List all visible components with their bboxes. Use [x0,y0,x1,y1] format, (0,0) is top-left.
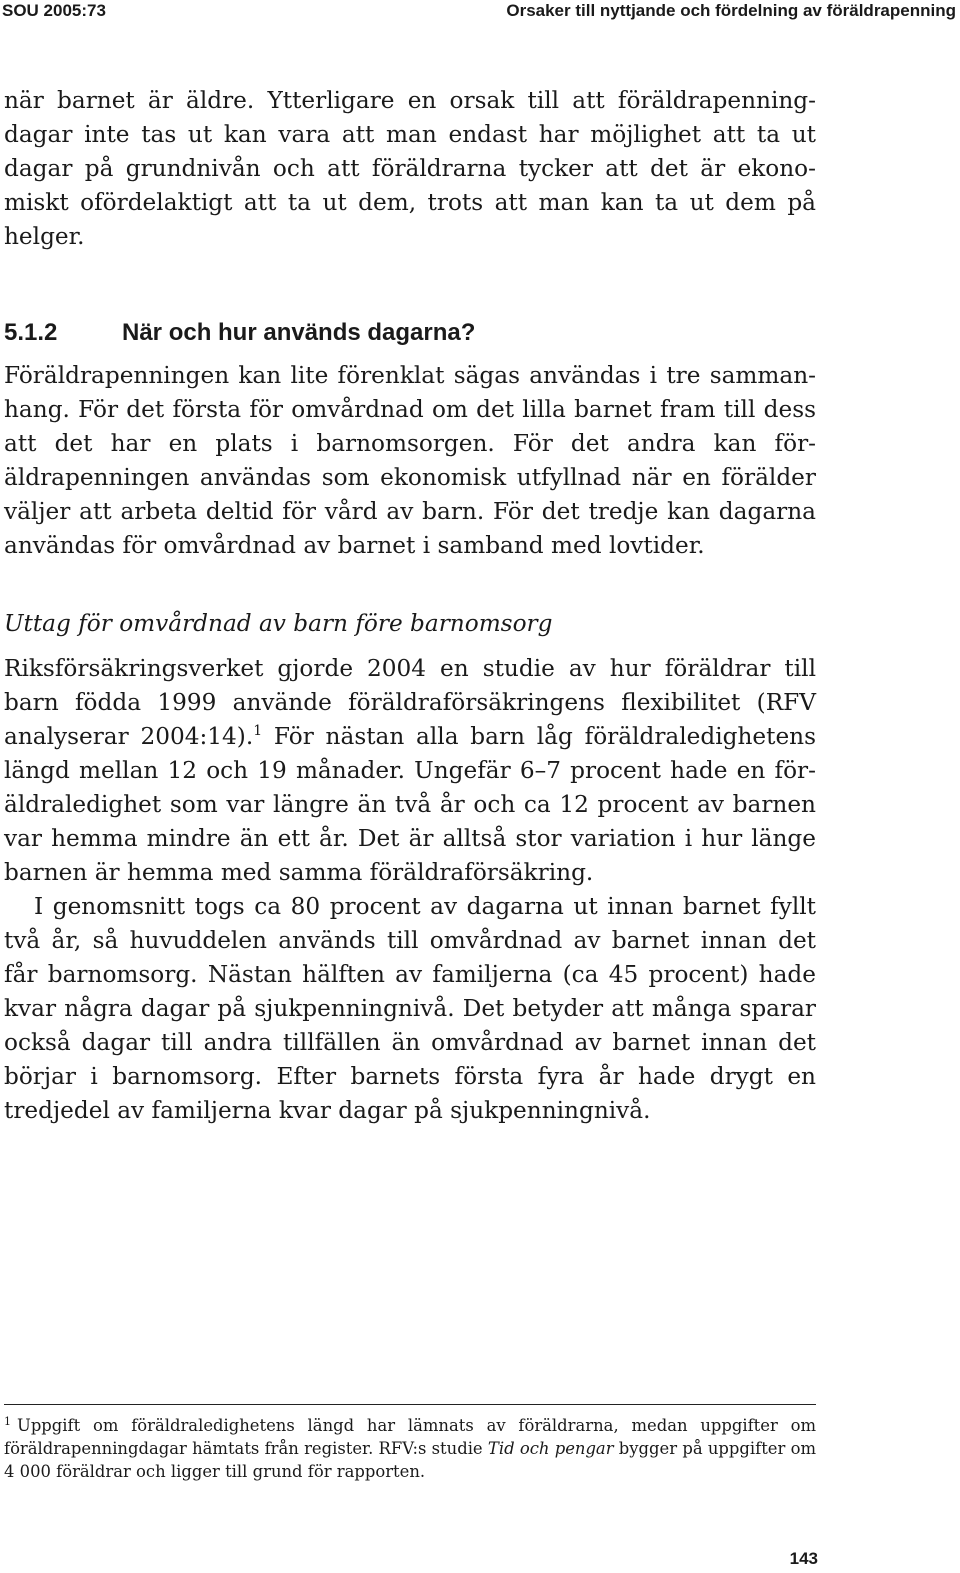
section-heading [4,316,816,350]
footnote-reference[interactable]: 1 [253,723,263,739]
footnote-study-title: Tid och pengar [487,1439,614,1458]
footnote-marker: 1 [4,1415,11,1428]
paragraph-text-before-ref: Riksförsäkringsverket gjorde 2004 en studie av hur föräldrar till barn födda 1999 använde föräldraförsäkringens flexibilitet (RFV analyserar 2004:14). [4,655,816,750]
page-number: 143 [789,1549,818,1568]
intro-paragraph: när barnet är äldre. Ytterligare en orsak till att föräldrapenningdagar inte tas ut kan vara att man endast har möjlighet att ta ut dagar på grundnivån och att föräldrarna tycker att det är ekonomiskt ofördelaktigt att ta ut dem, trots att man kan ta ut dem på helger. [4,87,816,250]
paragraph-text-after-ref: För nästan alla barn låg föräldraledighetens längd mellan 12 och 19 månader. Ungefär 6–7 procent hade en föräldraledighet som var längre än två år och ca 12 procent av barnen var hemma mindre än ett år. Det är alltså stor variation i hur länge barnen är hemma med samma föräldraförsäkring. [4,723,816,886]
chapter-title: Orsaker till nyttjande och fördelning av föräldrapenning [506,1,956,20]
section-number: 5.1.2 [4,319,58,346]
page-body [4,84,816,1128]
footnote [4,1414,816,1483]
section-title: När och hur används dagarna? [122,319,476,346]
footnote-text-start: Uppgift om föräldraledighetens längd har lämnats av föräldrarna, medan uppgifter om föräldrapenningdagar hämtats från register. RFV:s studie [4,1416,816,1458]
subheading: Uttag för omvårdnad av barn före barnomsorg [4,610,553,637]
running-header [0,0,960,22]
paragraph-average-usage: I genomsnitt togs ca 80 procent av dagarna ut innan barnet fyllt två år, så huvuddelen används till omvårdnad av barnet innan det får barnomsorg. Nästan hälften av familjerna (ca 45 procent) hade kvar några dagar på sjukpenningnivå. Det betyder att många sparar också dagar till andra tillfällen än omvårdnad av barnet innan det börjar i barnomsorg. Efter barnets första fyra år hade drygt en tredjedel av familjerna kvar dagar på sjukpenningnivå. [4,893,816,1124]
section-paragraph: Föräldrapenningen kan lite förenklat sägas användas i tre sammanhang. För det första för omvårdnad om det lilla barnet fram till dess att det har en plats i barnomsorgen. För det andra kan föräldrapenningen användas som ekonomisk utfyllnad när en förälder väljer att arbeta deltid för vård av barn. För det tredje kan dagarna användas för omvårdnad av barnet i samband med lovtider. [4,362,816,559]
footnote-text-end: bygger på uppgifter om 4 000 föräldrar och ligger till grund för rapporten. [4,1439,816,1481]
paragraph-rfv-study [4,652,816,890]
report-reference: SOU 2005:73 [2,1,106,20]
footnote-divider [4,1404,816,1405]
